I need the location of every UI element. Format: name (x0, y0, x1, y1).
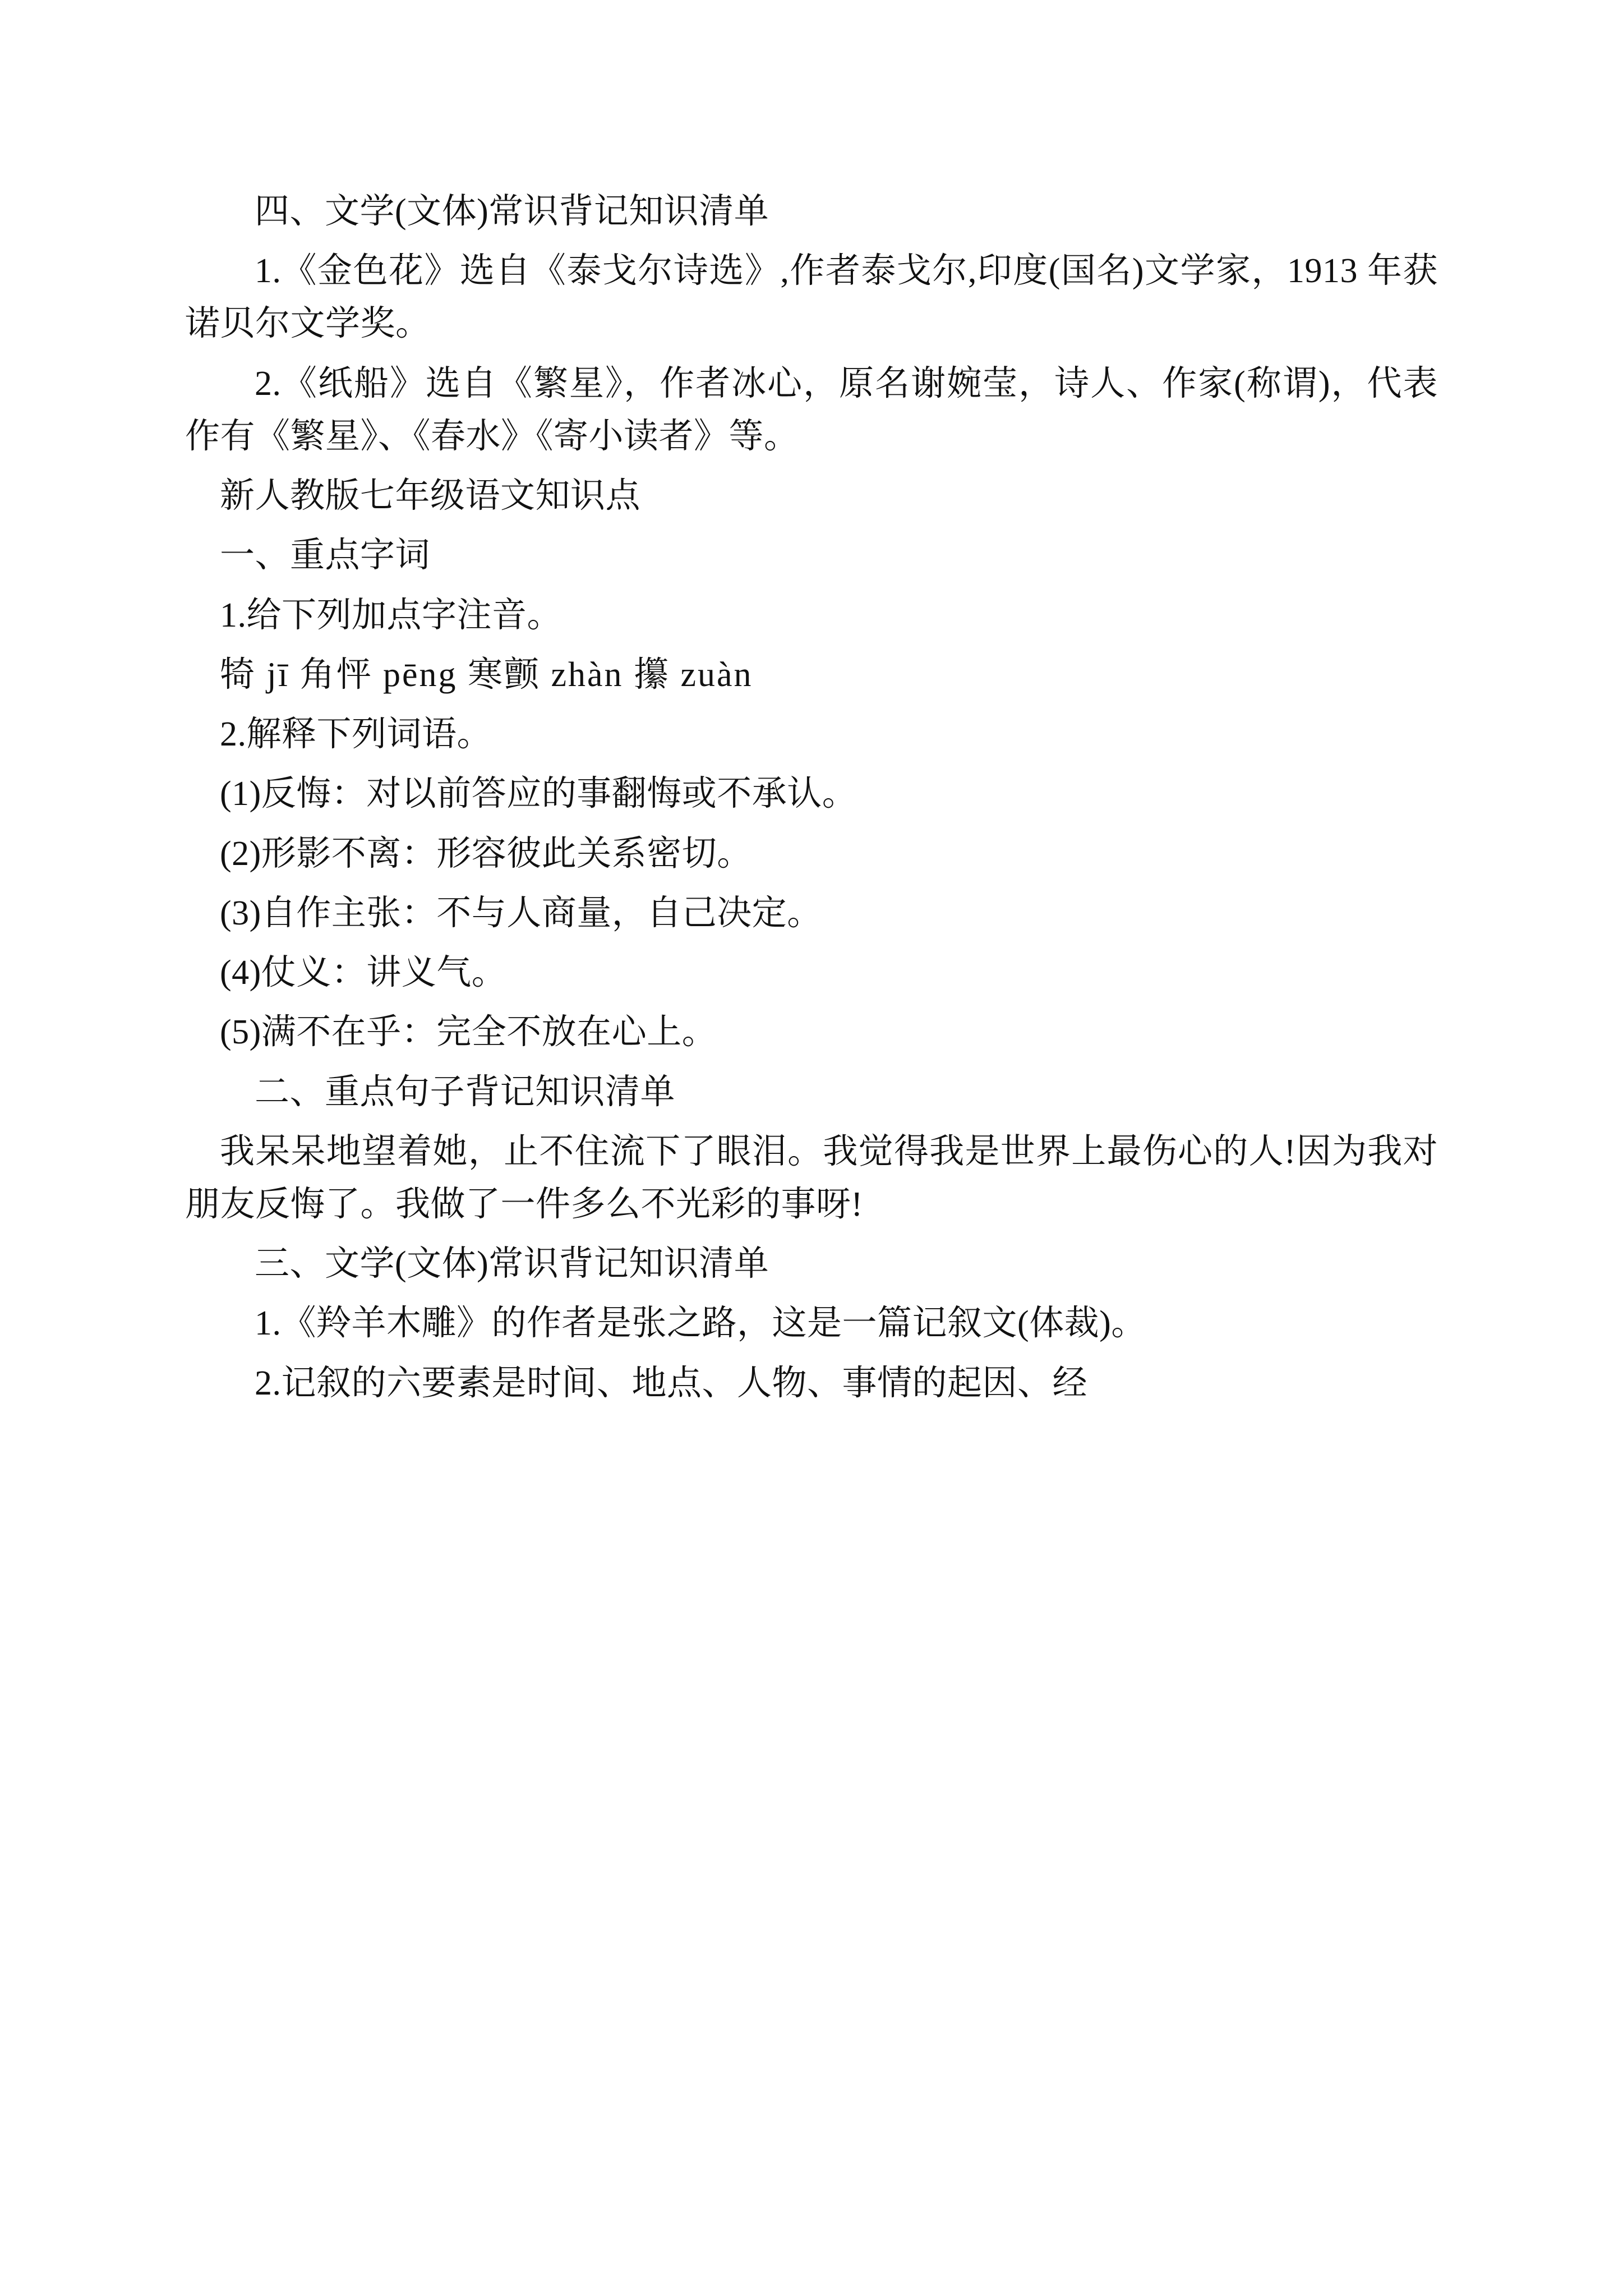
document-body (185, 185, 1438, 1410)
definition-item-1: (1)反悔：对以前答应的事翻悔或不承认。 (220, 775, 857, 813)
list-item-1-2: 2.解释下列词语。 (220, 715, 492, 754)
section-heading-four: 四、文学(文体)常识背记知识清单 (255, 192, 769, 231)
list-item-3-2: 2.记叙的六要素是时间、地点、人物、事情的起因、经 (255, 1364, 1088, 1402)
subtitle-new-textbook: 新人教版七年级语文知识点 (220, 477, 641, 516)
list-item-1-1: 1.给下列加点字注音。 (220, 596, 562, 634)
list-item-4-2: 2.《纸船》选自《繁星》，作者冰心，原名谢婉莹，诗人、作家(称谓)，代表作有《繁星》、《春水》《寄小读者》等。 (185, 364, 1438, 455)
section-heading-one: 一、重点字词 (220, 536, 431, 575)
quote-paragraph: 我呆呆地望着她，止不住流下了眼泪。我觉得我是世界上最伤心的人!因为我对朋友反悔了。我做了一件多么不光彩的事呀! (185, 1132, 1438, 1223)
list-item-4-1: 1.《金色花》选自《泰戈尔诗选》,作者泰戈尔,印度(国名)文学家，1913 年获诺贝尔文学奖。 (185, 252, 1438, 343)
list-item-3-1: 1.《羚羊木雕》的作者是张之路，这是一篇记叙文(体裁)。 (255, 1304, 1146, 1343)
definition-item-3: (3)自作主张：不与人商量，自己决定。 (220, 894, 822, 932)
definition-item-5: (5)满不在乎：完全不放在心上。 (220, 1013, 717, 1052)
section-heading-three: 三、文学(文体)常识背记知识清单 (255, 1245, 769, 1283)
definition-item-2: (2)形影不离：形容彼此关系密切。 (220, 834, 752, 873)
definition-item-4: (4)仗义：讲义气。 (220, 954, 507, 992)
section-heading-two: 二、重点句子背记知识清单 (255, 1073, 676, 1111)
pinyin-answer-line: 犄 jī 角怦 pēng 寒颤 zhàn 攥 zuàn (220, 655, 753, 694)
